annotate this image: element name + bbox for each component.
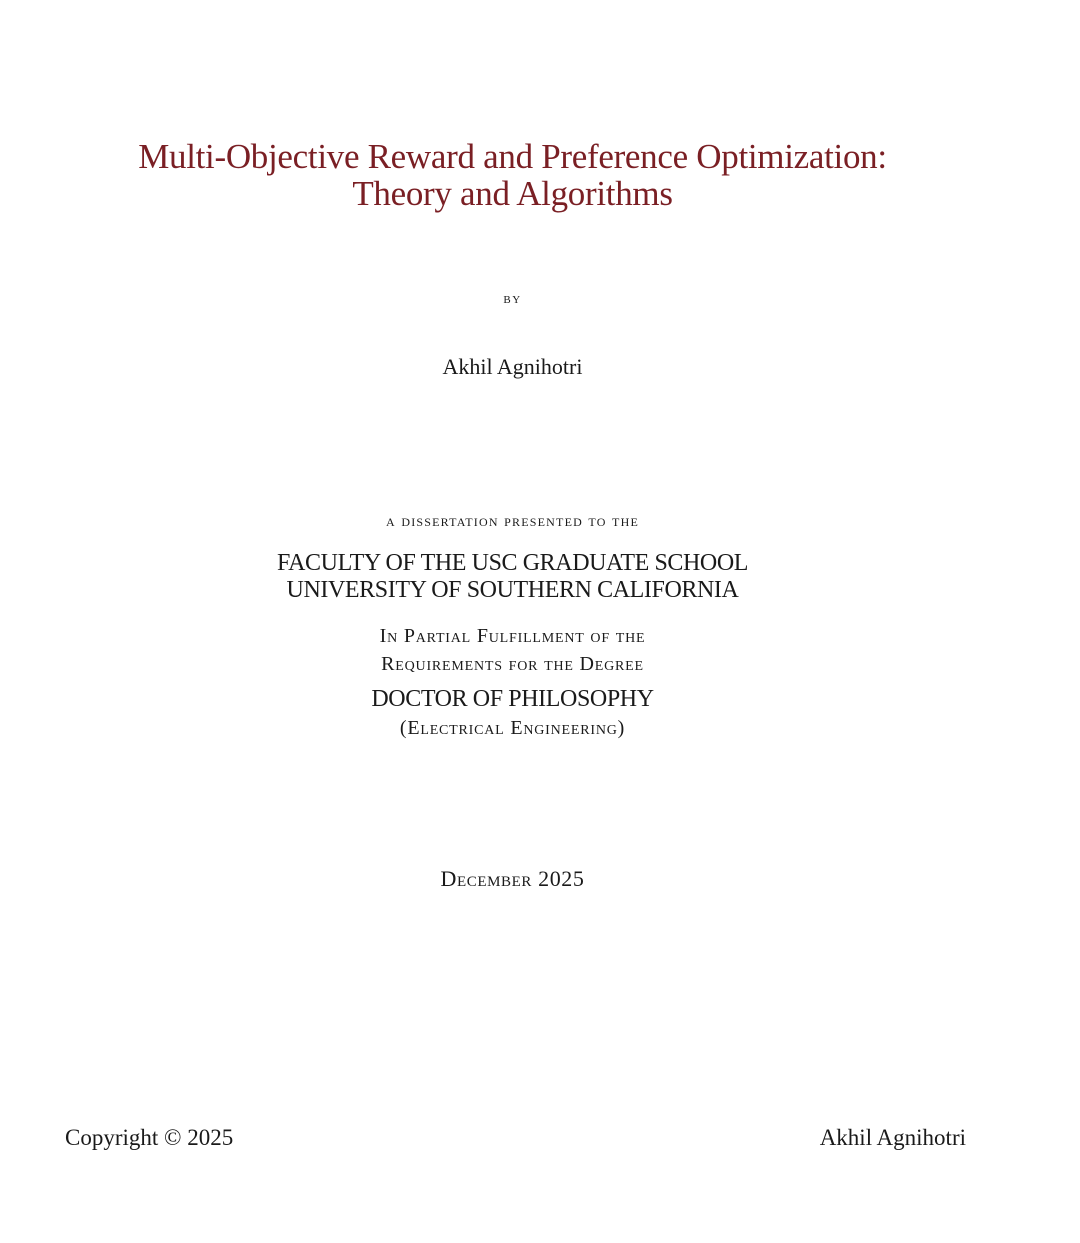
faculty-line-2: UNIVERSITY OF SOUTHERN CALIFORNIA [286, 577, 739, 603]
degree-field: (Electrical Engineering) [399, 717, 626, 739]
title-line-2: Theory and Algorithms [352, 174, 673, 213]
faculty-block [0, 550, 1025, 604]
author-name: Akhil Agnihotri [442, 354, 583, 379]
fulfillment-block [0, 622, 1025, 678]
footer-author-name: Akhil Agnihotri [819, 1125, 966, 1150]
fulfillment-line-2: Requirements for the Degree [381, 653, 644, 675]
faculty-line-1: FACULTY OF THE USC GRADUATE SCHOOL [276, 550, 749, 576]
submission-date: December 2025 [440, 866, 585, 891]
by-label: by [503, 290, 522, 307]
presented-to-line: a dissertation presented to the [386, 511, 639, 530]
degree-name: DOCTOR OF PHILOSOPHY [371, 686, 654, 712]
copyright-notice: Copyright © 2025 [65, 1125, 234, 1150]
degree-block [0, 686, 1025, 743]
dissertation-title [0, 138, 1025, 212]
fulfillment-line-1: In Partial Fulfillment of the [379, 625, 646, 647]
title-line-1: Multi-Objective Reward and Preference Optimization: [138, 137, 887, 176]
